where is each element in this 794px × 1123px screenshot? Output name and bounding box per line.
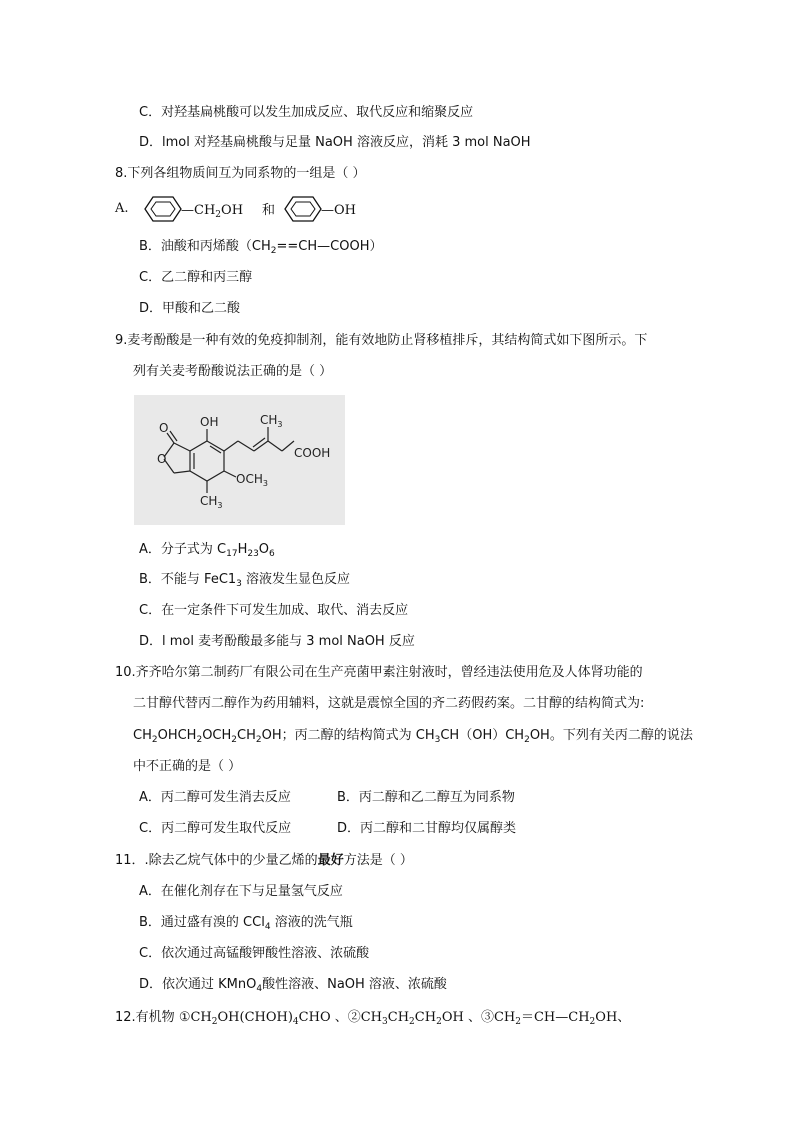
q10-option-d: D．丙二醇和二甘醇均仅属醇类 <box>337 821 517 836</box>
q9-option-a: A．分子式为 $C_{17}H_{23}O_6$ <box>139 542 275 559</box>
chain-bond-4 <box>282 441 294 451</box>
q8-option-c: C．乙二醇和丙三醇 <box>139 270 253 285</box>
fig-ch3-top: $CH_3$ <box>260 413 283 429</box>
structure-drawing <box>134 395 345 525</box>
chain-bond-2 <box>238 441 254 451</box>
q10-options-row1 <box>139 788 515 808</box>
q8-option-d: D．甲酸和乙二酸 <box>139 301 241 316</box>
chain-double-2 <box>253 438 265 447</box>
chain-bond-3 <box>268 441 282 451</box>
fig-oh-label: OH <box>200 415 219 429</box>
q9-option-c: C．在一定条件下可发生加成、取代、消去反应 <box>139 603 409 618</box>
q8-option-a-structures <box>143 194 393 224</box>
aromatic-ring <box>190 441 224 481</box>
q8-option-b: B．油酸和丙烯酸$(CH_2==CH—COOH)$ <box>139 239 383 256</box>
q12-compounds: $①CH_2OH(CHOH)_4CHO$ 、$②CH_3CH_2CH_2OH$ 、$③CH_2=CH—CH_2OH$、 <box>174 1010 631 1027</box>
q11-option-a: A．在催化剂存在下与足量氢气反应 <box>139 884 343 899</box>
q10-stem-line4: 中不正确的是（ ） <box>133 759 242 774</box>
lactone-bond-4 <box>174 471 190 473</box>
q9-option-b: B．不能与 $FeC1_3$ 溶液发生显色反应 <box>139 572 351 589</box>
q9-stem-line2: 列有关麦考酚酸说法正确的是（ ） <box>133 364 333 379</box>
q10-option-a: A．丙二醇可发生消去反应 <box>139 790 291 805</box>
q9-option-d: D．l mol 麦考酚酸最多能与 3 mol NaOH 反应 <box>139 634 415 649</box>
benzene-inner-left <box>151 202 175 216</box>
q12-stem: 12.有机物 $①CH_2OH(CHOH)_4CHO$ 、$②CH_3CH_2CH_2OH$ 、$③CH_2=CH—CH_2OH$、 <box>115 1010 631 1027</box>
q10-stem-line2: 二甘醇代替丙二醇作为药用辅料，这就是震惊全国的齐二药假药案。二甘醇的结构简式为: <box>133 696 645 711</box>
q11-option-c: C．依次通过高锰酸钾酸性溶液、浓硫酸 <box>139 946 370 961</box>
q10-stem-line1: 10.齐齐哈尔第二制药厂有限公司在生产亮菌甲素注射液时，曾经违法使用危及人体肾功能的 <box>115 665 643 680</box>
q11-stem: 11．.除去乙烷气体中的少量乙烯的最好方法是（ ） <box>115 853 413 868</box>
fig-carbonyl-o: O <box>159 421 169 435</box>
lactone-bond-1 <box>174 443 190 451</box>
benzene-inner-right <box>291 202 315 216</box>
fig-och3: $OCH_3$ <box>236 472 268 488</box>
q9-stem-line1: 9.麦考酚酸是一种有效的免疫抑制剂，能有效地防止肾移植排斥，其结构简式如下图所示。下 <box>115 333 648 348</box>
ring-double-bond-2 <box>210 446 221 453</box>
q11-option-b: B．通过盛有溴的 CCl$_4$ 溶液的洗气瓶 <box>139 915 353 932</box>
q10-stem-line3: $CH_2OHCH_2OCH_2CH_2OH$；丙二醇的结构简式为 $CH_3CH(OH)CH_2OH$。下列有关丙二醇的说法 <box>133 728 693 745</box>
och3-bond <box>224 471 236 477</box>
q7-option-c: C．对羟基扁桃酸可以发生加成反应、取代反应和缩聚反应 <box>139 105 474 120</box>
q11-option-d: D．依次通过 KMnO$_4$酸性溶液、NaOH 溶液、浓硫酸 <box>139 977 447 994</box>
chain-bond-1 <box>224 441 238 451</box>
q10-options-row2 <box>139 819 517 839</box>
fig-ch3-bottom: $CH_3$ <box>200 494 223 510</box>
mycophenolic-acid-structure <box>134 395 345 525</box>
q8-stem: 8.下列各组物质间互为同系物的一组是（ ） <box>115 166 366 181</box>
fig-cooh: COOH <box>294 446 331 460</box>
q10-option-b: B．丙二醇和乙二醇互为同系物 <box>337 790 515 805</box>
chain-double-1 <box>254 441 268 451</box>
q7-option-d: D．lmol 对羟基扁桃酸与足量 NaOH 溶液反应，消耗 3 mol NaOH <box>139 135 531 150</box>
q8-a-right-formula: —OH <box>321 203 356 218</box>
q8-a-and: 和 <box>262 203 276 218</box>
benzene-structures <box>143 194 393 224</box>
q8-a-left-formula: $—CH_2OH$ <box>181 203 244 220</box>
q10-option-c: C．丙二醇可发生取代反应 <box>139 821 292 836</box>
q8-option-a-label: A. <box>115 201 129 216</box>
fig-ring-o: O <box>157 452 167 466</box>
